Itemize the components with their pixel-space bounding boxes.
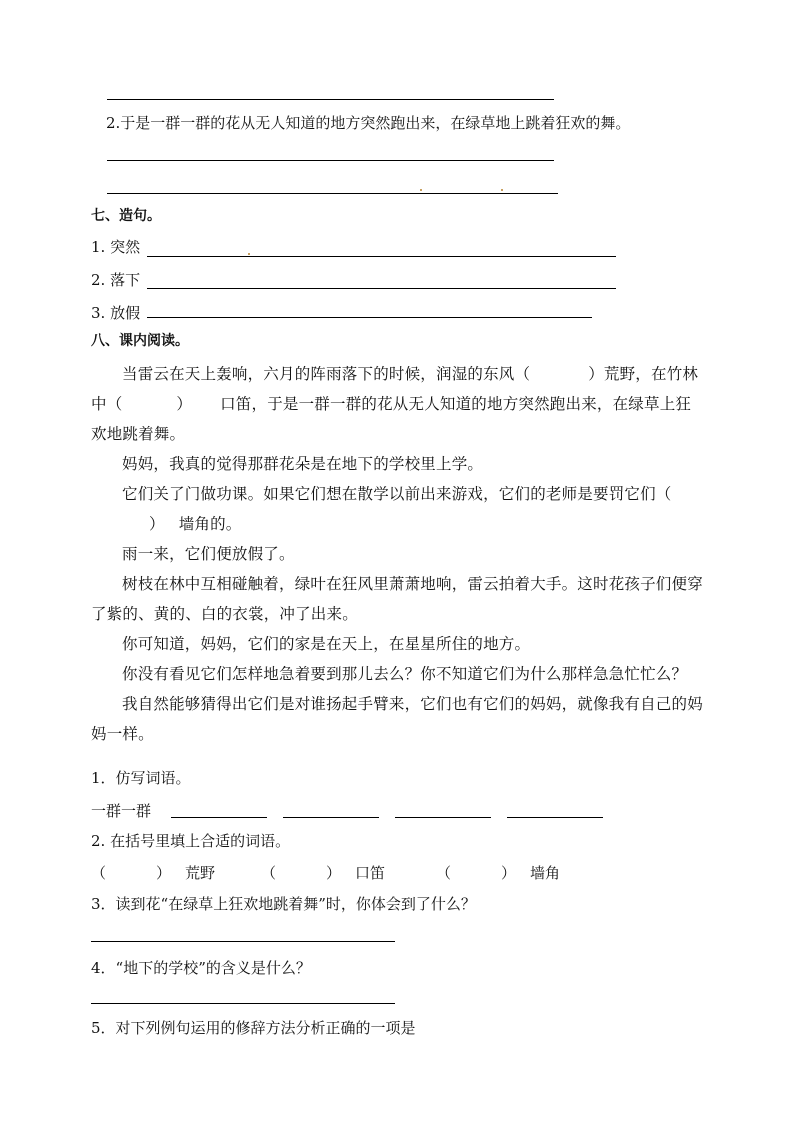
bracket-fill-3[interactable]: （ ） 墙角 [436,864,561,882]
mark-dot [501,189,503,191]
passage-paragraph-cont: 中（ ） 口笛，于是一群一群的花从无人知道的地方突然跑出来，在绿草上狂欢地跳着舞。 [91,395,692,443]
sentence-item-3: 3. 放假 [91,304,141,322]
answer-line[interactable] [147,317,592,318]
passage-paragraph: 我自然能够猜得出它们是对谁扬起手臂来，它们也有它们的妈妈，就像我有自己的妈妈一样。 [91,695,703,743]
answer-line[interactable] [107,193,558,194]
passage-paragraph: 它们关了门做功课。如果它们想在散学以前出来游戏，它们的老师是要罚它们（） 墙角的。 [122,485,672,533]
passage-paragraph: 你没有看见它们怎样地急着要到那儿去么？你不知道它们为什么那样急急忙忙么？ [122,665,688,683]
mark-dot [248,253,250,255]
passage-paragraph: 你可知道，妈妈，它们的家是在天上，在星星所住的地方。 [122,635,531,653]
answer-line[interactable] [147,256,616,257]
question-5: 5．对下列例句运用的修辞方法分析正确的一项是 [91,1019,416,1037]
answer-line[interactable] [91,941,395,942]
sentence-item-1: 1. 突然 [91,238,141,256]
answer-line[interactable] [91,1003,395,1004]
sentence-item-2: 2. 落下 [91,271,141,289]
question-4: 4．“地下的学校”的含义是什么？ [91,959,311,977]
word-blank-1[interactable] [171,817,267,818]
question-3: 3．读到花“在绿草上狂欢地跳着舞”时，你体会到了什么？ [91,895,476,913]
answer-line[interactable] [107,99,554,100]
section-8-heading: 八、课内阅读。 [91,333,189,349]
word-example: 一群一群 [91,802,152,820]
passage-paragraph: 雨一来，它们便放假了。 [122,545,295,563]
question-6-2: 2.于是一群一群的花从无人知道的地方突然跑出来，在绿草地上跳着狂欢的舞。 [106,114,631,132]
question-1: 1．仿写词语。 [91,769,191,787]
answer-line[interactable] [107,160,554,161]
reading-passage [91,359,706,749]
word-blank-2[interactable] [283,817,379,818]
bracket-fill-1[interactable]: （ ） 荒野 [91,864,216,882]
passage-paragraph: 当雷云在天上轰响，六月的阵雨落下的时候，润湿的东风（ ）荒野，在竹林 [122,365,699,383]
mark-dot [420,189,422,191]
bracket-fill-2[interactable]: （ ） 口笛 [261,864,386,882]
passage-paragraph: 树枝在林中互相碰触着，绿叶在狂风里萧萧地响，雷云拍着大手。这时花孩子们便穿了紫的、黄的、白的衣裳，冲了出来。 [91,575,703,623]
question-2: 2. 在括号里填上合适的词语。 [91,832,291,850]
word-blank-4[interactable] [507,817,603,818]
passage-paragraph: 妈妈，我真的觉得那群花朵是在地下的学校里上学。 [122,455,484,473]
section-7-heading: 七、造句。 [91,208,161,224]
word-blank-3[interactable] [395,817,491,818]
answer-line[interactable] [147,288,616,289]
